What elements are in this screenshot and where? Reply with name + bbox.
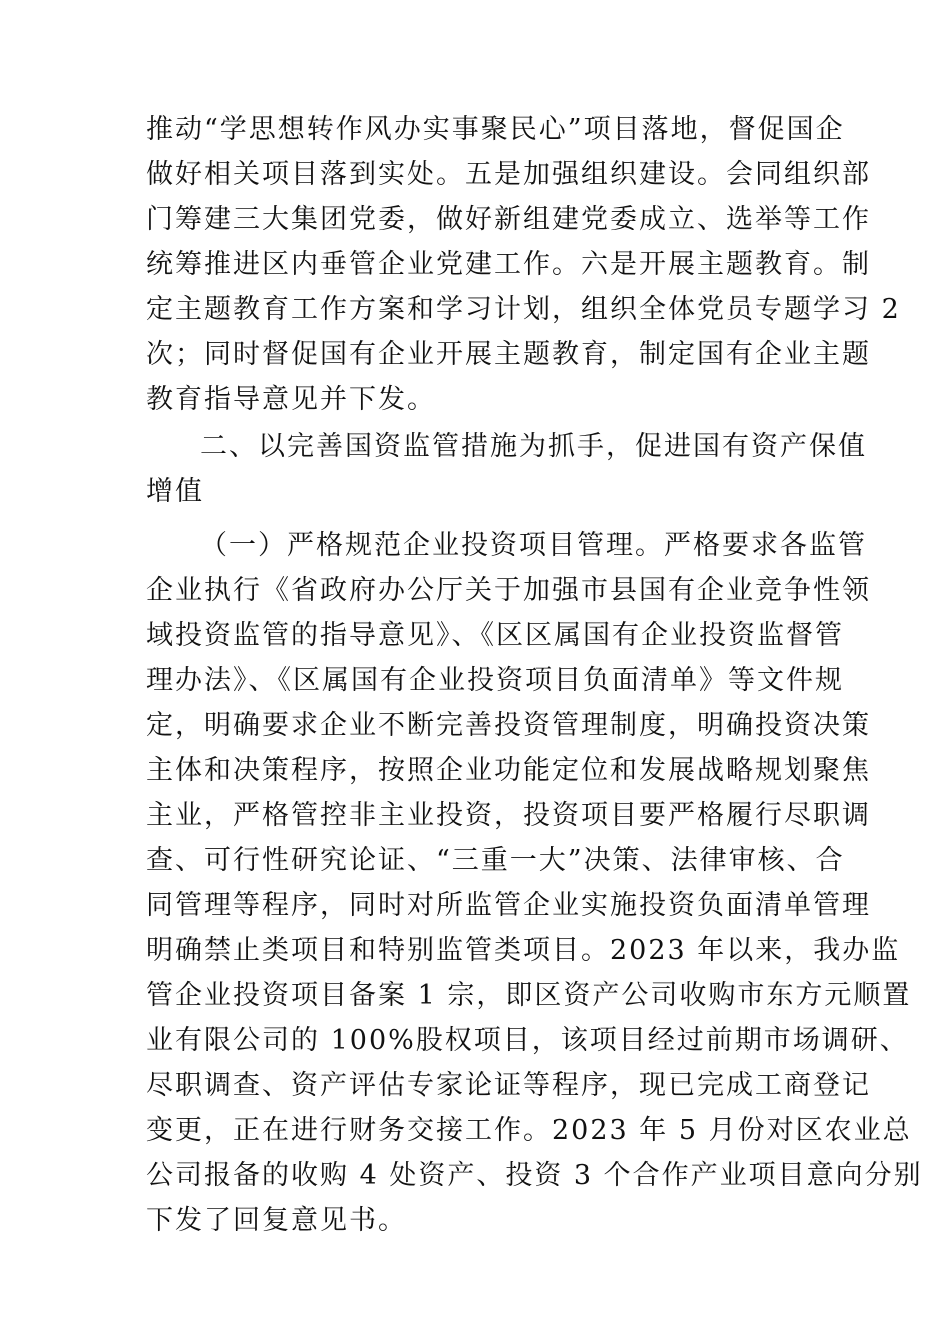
paragraph-line: 下发了回复意见书。 (146, 1205, 407, 1236)
paragraph-line: 推动“学思想转作风办实事聚民心”项目落地，督促国企 (146, 114, 845, 145)
paragraph-line: 明确禁止类项目和特别监管类项目。2023 年以来，我办监 (146, 935, 901, 966)
paragraph-line: 教育指导意见并下发。 (146, 384, 436, 415)
paragraph-line: 定，明确要求企业不断完善投资管理制度，明确投资决策 (146, 710, 871, 741)
section-heading-two (146, 424, 867, 514)
paragraph-line: （一）严格规范企业投资项目管理。严格要求各监管 (200, 530, 867, 561)
paragraph-line: 门筹建三大集团党委，做好新组建党委成立、选举等工作 (146, 204, 871, 235)
paragraph-line: 域投资监管的指导意见》、《区区属国有企业投资监督管 (146, 620, 844, 651)
paragraph-line: 理办法》、《区属国有企业投资项目负面清单》等文件规 (146, 665, 844, 696)
paragraph-line: 同管理等程序，同时对所监管企业实施投资负面清单管理 (146, 890, 871, 921)
paragraph-line: 定主题教育工作方案和学习计划，组织全体党员专题学习 2 (146, 294, 901, 325)
paragraph-line: 做好相关项目落到实处。五是加强组织建设。会同组织部 (146, 159, 871, 190)
heading-line: 增值 (146, 476, 204, 507)
paragraph-line: 尽职调查、资产评估专家论证等程序，现已完成工商登记 (146, 1070, 871, 1101)
paragraph-line: 公司报备的收购 4 处资产、投资 3 个合作产业项目意向分别 (146, 1160, 923, 1191)
paragraph-line: 次；同时督促国有企业开展主题教育，制定国有企业主题 (146, 339, 871, 370)
paragraph-line: 主体和决策程序，按照企业功能定位和发展战略规划聚焦 (146, 755, 871, 786)
heading-line: 二、以完善国资监管措施为抓手，促进国有资产保值 (200, 431, 867, 462)
paragraph-line: 业有限公司的 100%股权项目，该项目经过前期市场调研、 (146, 1025, 909, 1056)
paragraph-line: 查、可行性研究论证、“三重一大”决策、法律审核、合 (146, 845, 845, 876)
paragraph-line: 主业，严格管控非主业投资，投资项目要严格履行尽职调 (146, 800, 871, 831)
paragraph-line: 统筹推进区内垂管企业党建工作。六是开展主题教育。制 (146, 249, 871, 280)
paragraph-investment-management (146, 523, 923, 1243)
paragraph-line: 变更，正在进行财务交接工作。2023 年 5 月份对区农业总 (146, 1115, 912, 1146)
paragraph-line: 企业执行《省政府办公厅关于加强市县国有企业竞争性领 (146, 575, 871, 606)
paragraph-line: 管企业投资项目备案 1 宗，即区资产公司收购市东方元顺置 (146, 980, 912, 1011)
paragraph-party-building (146, 107, 901, 422)
